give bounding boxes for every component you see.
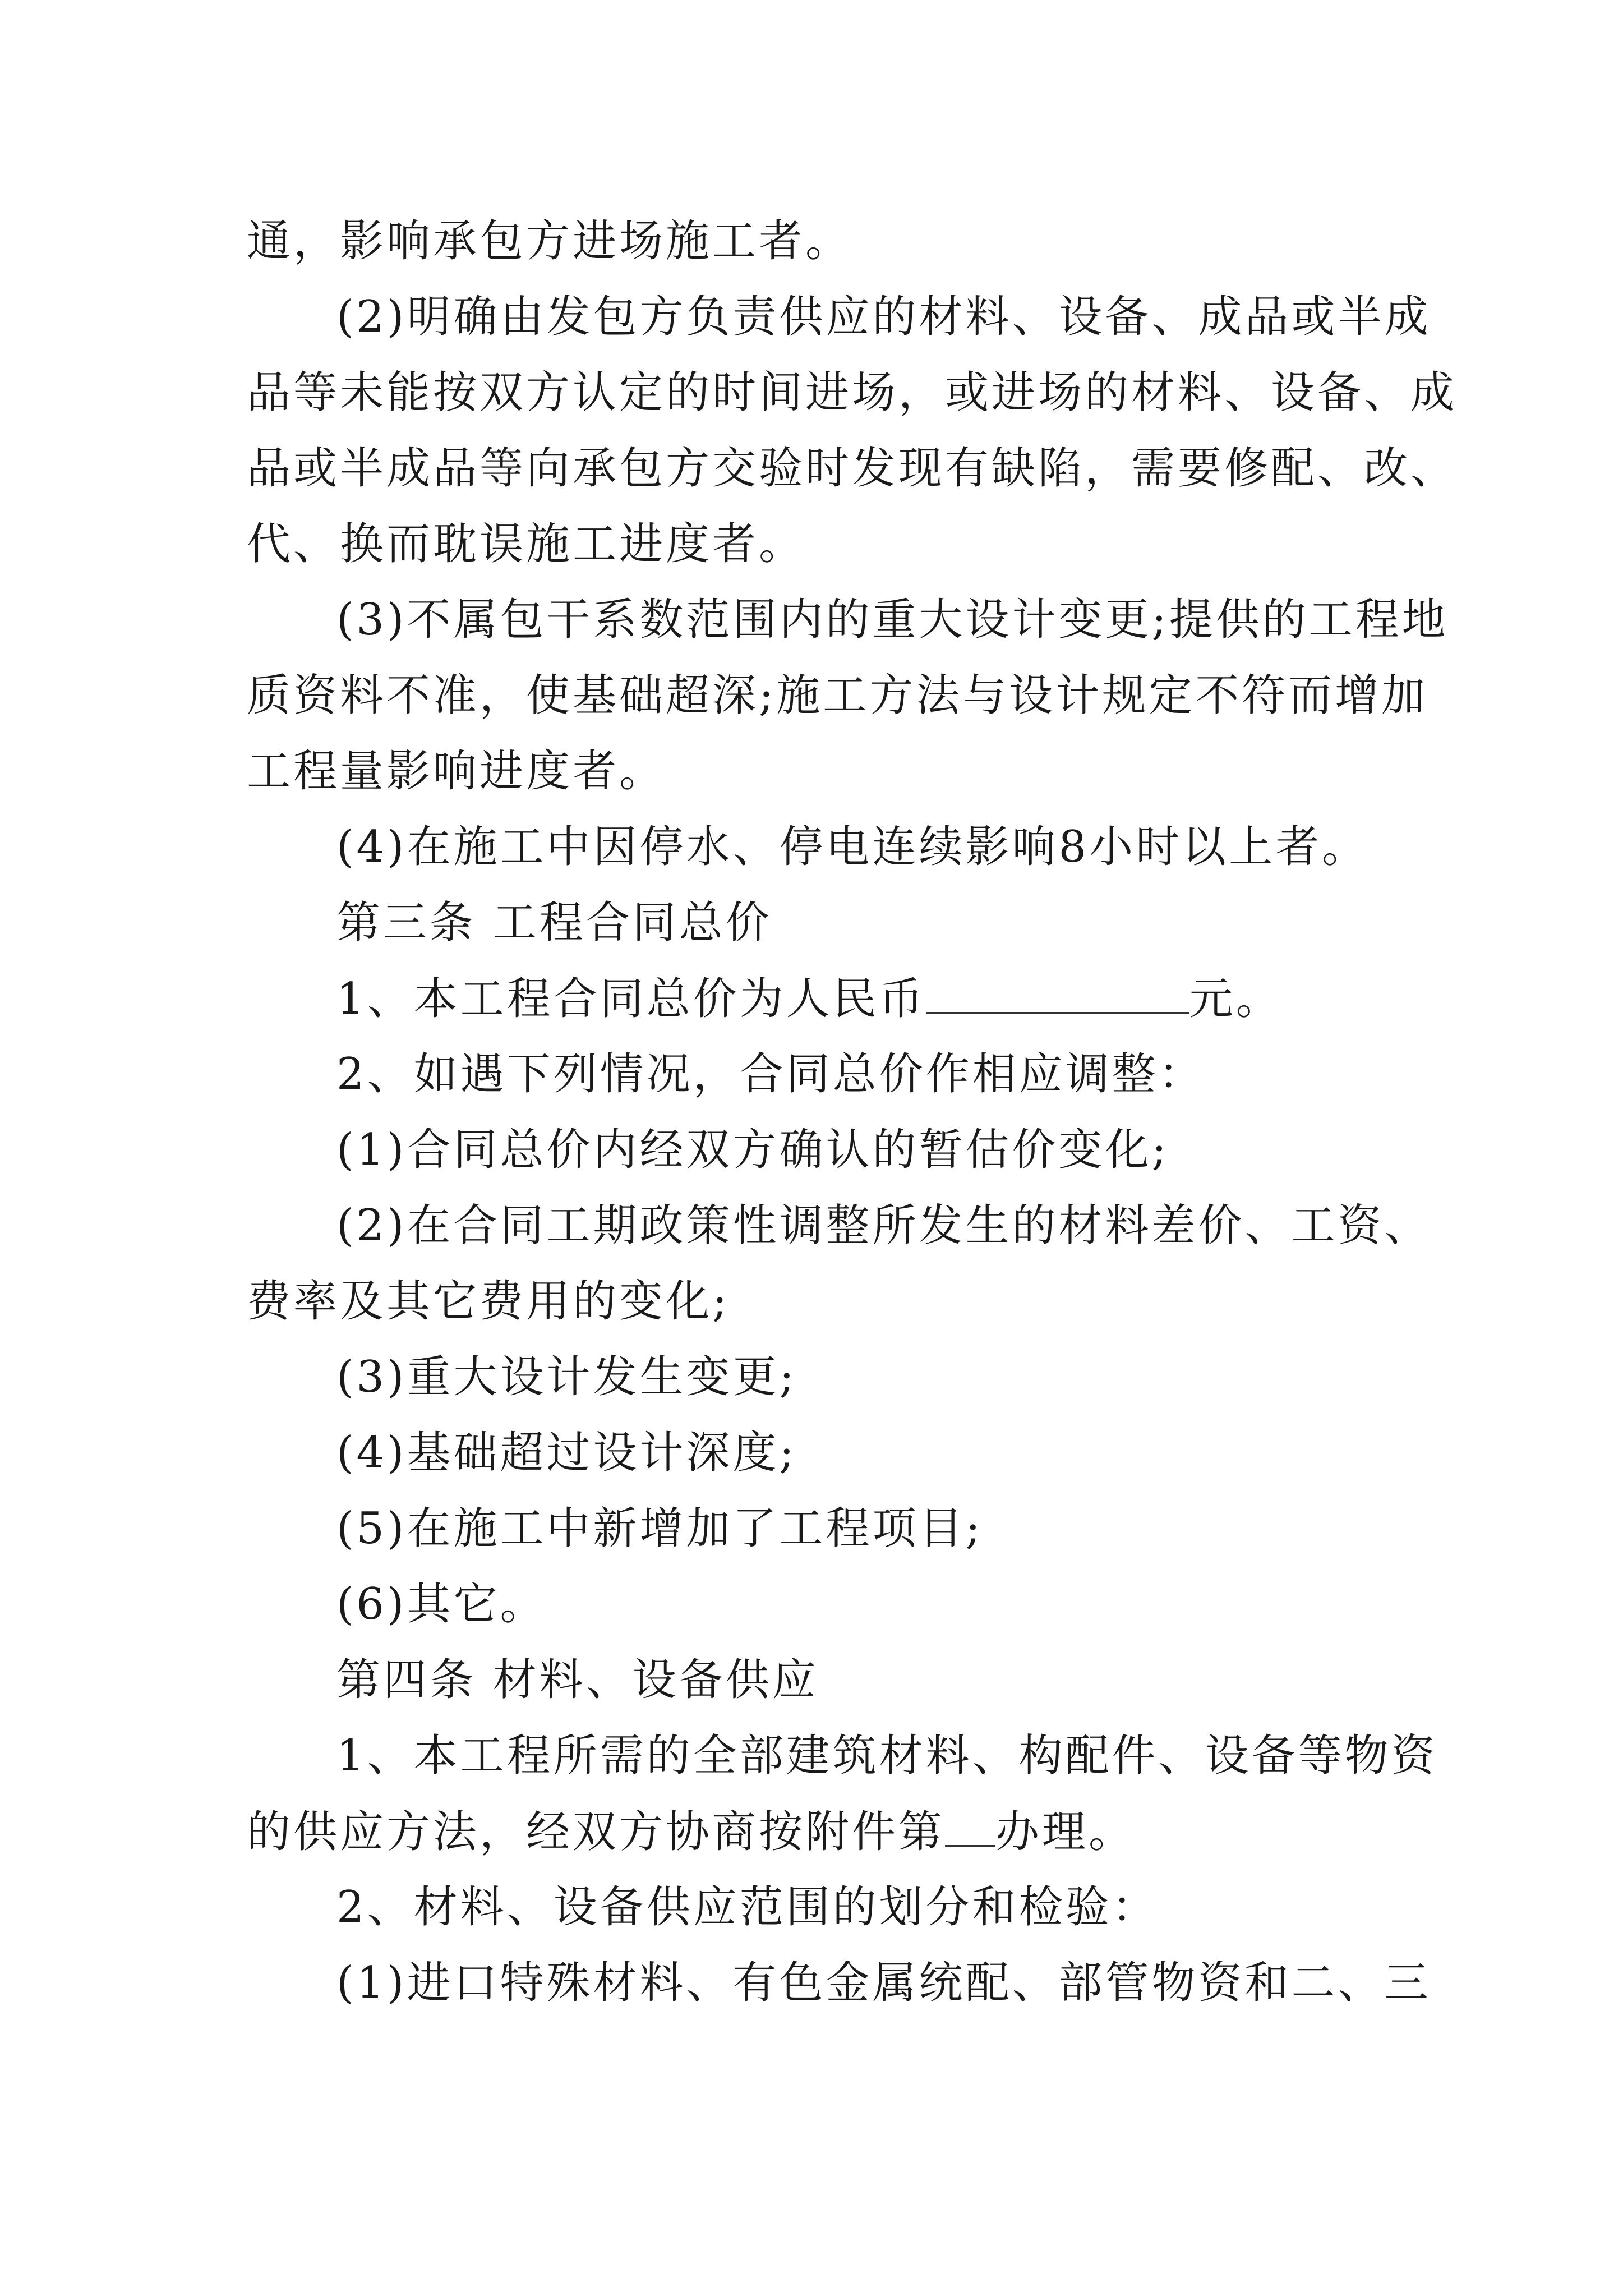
- paragraph-line: (1)进口特殊材料、有色金属统配、部管物资和二、三: [336, 1958, 1431, 2008]
- contract-price-line: [336, 970, 1396, 1027]
- paragraph-line: (4)在施工中因停水、停电连续影响8小时以上者。: [336, 822, 1369, 872]
- paragraph-line: 2、如遇下列情况，合同总价作相应调整：: [336, 1049, 1205, 1099]
- paragraph-line: (2)在合同工期政策性调整所发生的材料差价、工资、: [336, 1200, 1431, 1251]
- paragraph-line: (3)不属包干系数范围内的重大设计变更;提供的工程地: [336, 595, 1449, 645]
- fill-in-blank-appendix[interactable]: [945, 1803, 995, 1847]
- paragraph-line: 费率及其它费用的变化;: [247, 1276, 730, 1327]
- paragraph-line: 2、材料、设备供应范围的划分和检验：: [336, 1882, 1159, 1932]
- paragraph-text: 1、本工程合同总价为人民币: [336, 974, 926, 1024]
- supply-method-line: [247, 1803, 1396, 1860]
- paragraph-line: 品等未能按双方认定的时间进场，或进场的材料、设备、成: [247, 367, 1458, 418]
- paragraph-line: (1)合同总价内经双方确认的暂估价变化;: [336, 1125, 1169, 1175]
- section-heading: 第四条 材料、设备供应: [336, 1655, 819, 1705]
- paragraph-line: 通，影响承包方进场施工者。: [247, 216, 852, 266]
- paragraph-text: 的供应方法，经双方协商按附件第: [247, 1807, 946, 1857]
- paragraph-line: (6)其它。: [336, 1579, 547, 1630]
- paragraph-line: 工程量影响进度者。: [247, 746, 666, 797]
- section-heading: 第三条 工程合同总价: [336, 898, 772, 948]
- paragraph-line: (4)基础超过设计深度;: [336, 1428, 797, 1478]
- paragraph-line: 1、本工程所需的全部建筑材料、构配件、设备等物资: [336, 1731, 1438, 1781]
- paragraph-line: 品或半成品等向承包方交验时发现有缺陷，需要修配、改、: [247, 443, 1458, 494]
- paragraph-text: 办理。: [995, 1807, 1136, 1857]
- paragraph-line: (2)明确由发包方负责供应的材料、设备、成品或半成: [336, 292, 1431, 342]
- paragraph-line: 质资料不准，使基础超深;施工方法与设计规定不符而增加: [247, 670, 1428, 721]
- paragraph-text: 元。: [1189, 974, 1283, 1024]
- paragraph-line: (5)在施工中新增加了工程项目;: [336, 1503, 983, 1554]
- paragraph-line: (3)重大设计发生变更;: [336, 1352, 797, 1402]
- paragraph-line: 代、换而耽误施工进度者。: [247, 519, 806, 569]
- fill-in-blank-amount[interactable]: [926, 970, 1189, 1014]
